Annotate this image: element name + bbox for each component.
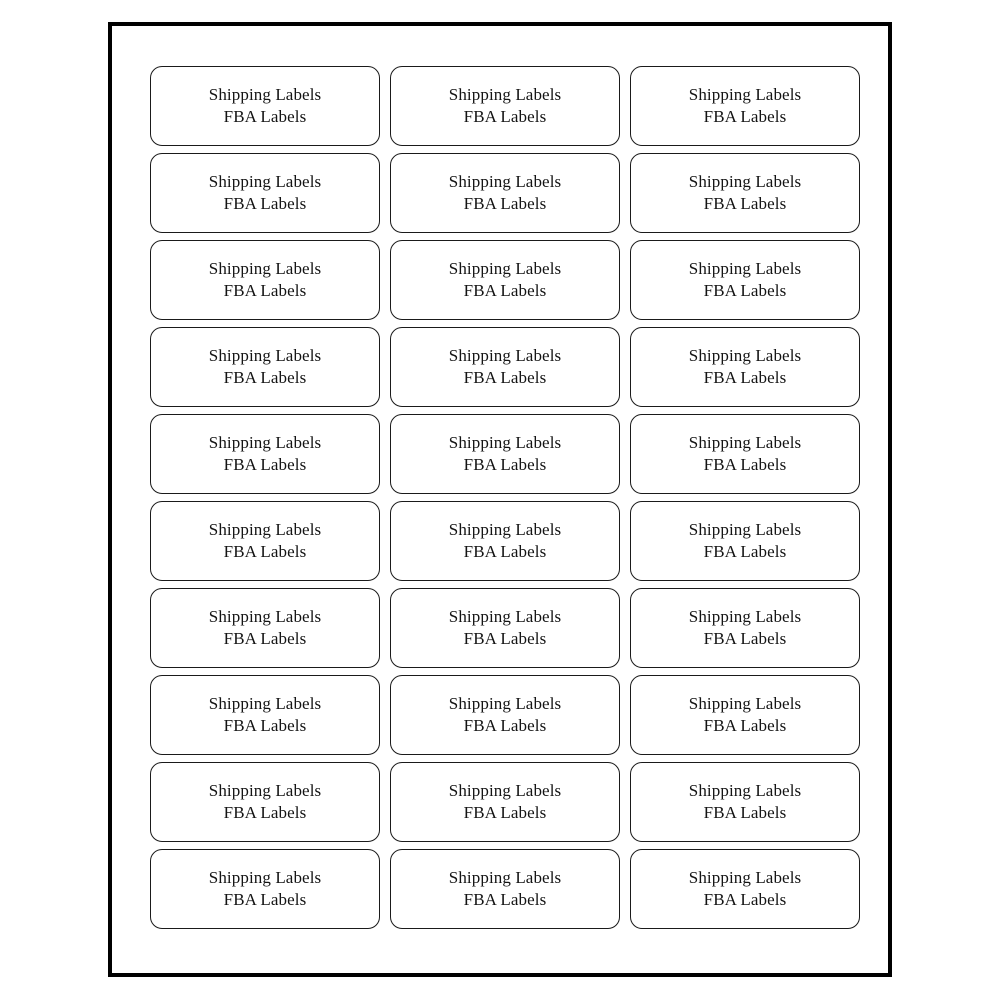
- label-cell[interactable]: [390, 240, 620, 320]
- label-line-primary: Shipping Labels: [688, 85, 802, 105]
- label-cell[interactable]: [630, 849, 860, 929]
- label-line-secondary: FBA Labels: [223, 368, 307, 387]
- label-cell[interactable]: [630, 675, 860, 755]
- label-line-secondary: FBA Labels: [703, 281, 787, 300]
- label-line-secondary: FBA Labels: [223, 803, 307, 822]
- label-line-secondary: FBA Labels: [703, 455, 787, 474]
- label-line-secondary: FBA Labels: [223, 281, 307, 300]
- label-line-primary: Shipping Labels: [448, 607, 562, 627]
- label-cell[interactable]: [630, 414, 860, 494]
- label-cell[interactable]: [390, 588, 620, 668]
- label-cell[interactable]: [390, 762, 620, 842]
- label-line-secondary: FBA Labels: [463, 281, 547, 300]
- label-line-secondary: FBA Labels: [703, 629, 787, 648]
- label-line-primary: Shipping Labels: [208, 259, 322, 279]
- label-cell[interactable]: [390, 849, 620, 929]
- label-line-primary: Shipping Labels: [448, 85, 562, 105]
- label-line-primary: Shipping Labels: [688, 868, 802, 888]
- label-line-secondary: FBA Labels: [703, 542, 787, 561]
- label-cell[interactable]: [150, 675, 380, 755]
- label-line-primary: Shipping Labels: [688, 781, 802, 801]
- label-line-primary: Shipping Labels: [208, 85, 322, 105]
- label-cell[interactable]: [630, 762, 860, 842]
- label-line-secondary: FBA Labels: [463, 107, 547, 126]
- label-cell[interactable]: [150, 501, 380, 581]
- label-cell[interactable]: [630, 327, 860, 407]
- label-line-secondary: FBA Labels: [223, 716, 307, 735]
- label-cell[interactable]: [390, 501, 620, 581]
- label-line-secondary: FBA Labels: [223, 890, 307, 909]
- label-line-secondary: FBA Labels: [703, 803, 787, 822]
- label-cell[interactable]: [630, 588, 860, 668]
- label-line-primary: Shipping Labels: [208, 781, 322, 801]
- label-line-primary: Shipping Labels: [208, 520, 322, 540]
- label-line-primary: Shipping Labels: [688, 259, 802, 279]
- label-cell[interactable]: [150, 327, 380, 407]
- label-line-secondary: FBA Labels: [223, 194, 307, 213]
- label-line-secondary: FBA Labels: [223, 107, 307, 126]
- label-cell[interactable]: [150, 762, 380, 842]
- label-line-secondary: FBA Labels: [703, 107, 787, 126]
- label-line-primary: Shipping Labels: [448, 172, 562, 192]
- label-cell[interactable]: [150, 66, 380, 146]
- label-line-primary: Shipping Labels: [688, 520, 802, 540]
- label-line-primary: Shipping Labels: [688, 346, 802, 366]
- label-cell[interactable]: [150, 240, 380, 320]
- label-cell[interactable]: [150, 153, 380, 233]
- label-line-secondary: FBA Labels: [703, 194, 787, 213]
- label-line-primary: Shipping Labels: [688, 433, 802, 453]
- label-cell[interactable]: [630, 153, 860, 233]
- label-cell[interactable]: [390, 327, 620, 407]
- label-line-secondary: FBA Labels: [463, 890, 547, 909]
- label-cell[interactable]: [630, 66, 860, 146]
- label-line-secondary: FBA Labels: [463, 629, 547, 648]
- label-cell[interactable]: [150, 588, 380, 668]
- label-line-primary: Shipping Labels: [448, 781, 562, 801]
- label-line-primary: Shipping Labels: [688, 172, 802, 192]
- label-line-primary: Shipping Labels: [448, 868, 562, 888]
- label-line-secondary: FBA Labels: [223, 629, 307, 648]
- label-line-primary: Shipping Labels: [208, 433, 322, 453]
- label-line-primary: Shipping Labels: [448, 259, 562, 279]
- label-line-secondary: FBA Labels: [703, 716, 787, 735]
- label-cell[interactable]: [390, 153, 620, 233]
- label-line-primary: Shipping Labels: [208, 607, 322, 627]
- label-line-primary: Shipping Labels: [448, 346, 562, 366]
- label-cell[interactable]: [630, 501, 860, 581]
- label-line-primary: Shipping Labels: [448, 694, 562, 714]
- label-line-primary: Shipping Labels: [448, 520, 562, 540]
- label-line-primary: Shipping Labels: [688, 694, 802, 714]
- label-line-secondary: FBA Labels: [463, 716, 547, 735]
- label-cell[interactable]: [390, 66, 620, 146]
- label-line-secondary: FBA Labels: [703, 890, 787, 909]
- label-line-secondary: FBA Labels: [463, 194, 547, 213]
- label-cell[interactable]: [390, 675, 620, 755]
- label-line-primary: Shipping Labels: [208, 868, 322, 888]
- label-line-secondary: FBA Labels: [703, 368, 787, 387]
- label-line-primary: Shipping Labels: [208, 694, 322, 714]
- label-grid: [150, 66, 860, 929]
- label-line-primary: Shipping Labels: [208, 172, 322, 192]
- label-line-secondary: FBA Labels: [463, 368, 547, 387]
- label-cell[interactable]: [150, 414, 380, 494]
- label-line-secondary: FBA Labels: [223, 455, 307, 474]
- label-cell[interactable]: [630, 240, 860, 320]
- label-sheet: [108, 22, 892, 977]
- label-line-primary: Shipping Labels: [208, 346, 322, 366]
- label-line-secondary: FBA Labels: [463, 455, 547, 474]
- label-line-secondary: FBA Labels: [463, 803, 547, 822]
- label-cell[interactable]: [150, 849, 380, 929]
- label-line-primary: Shipping Labels: [448, 433, 562, 453]
- label-cell[interactable]: [390, 414, 620, 494]
- label-line-primary: Shipping Labels: [688, 607, 802, 627]
- label-line-secondary: FBA Labels: [463, 542, 547, 561]
- label-line-secondary: FBA Labels: [223, 542, 307, 561]
